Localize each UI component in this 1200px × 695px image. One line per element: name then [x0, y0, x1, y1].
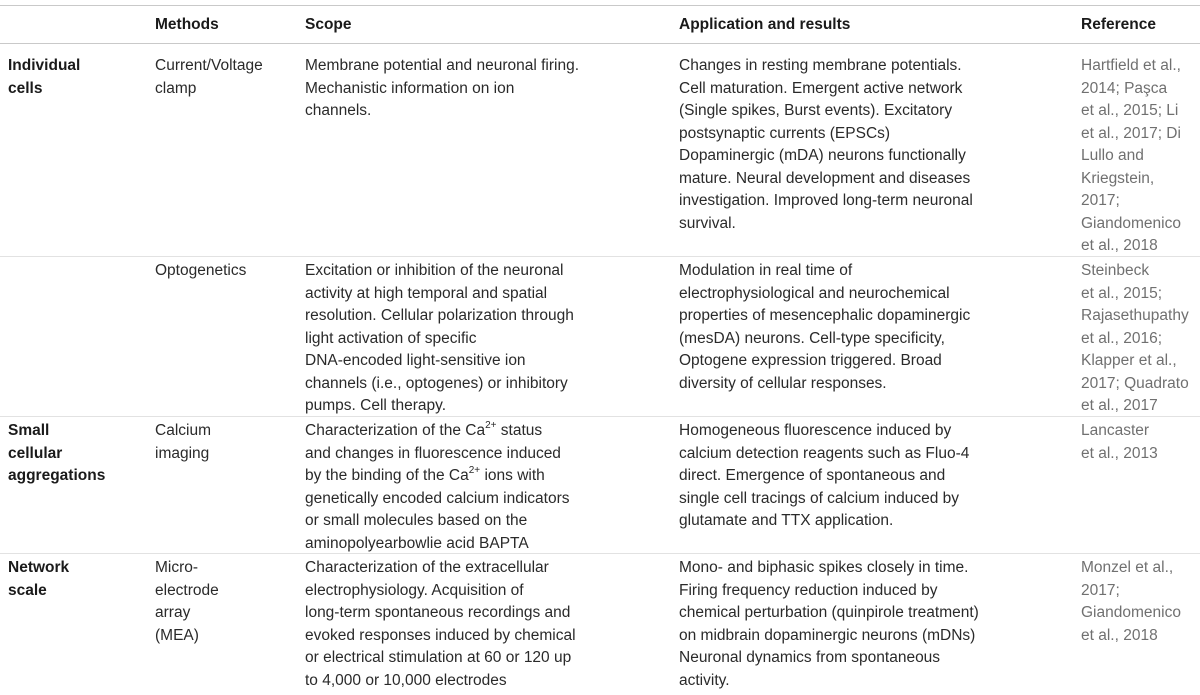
method-line: Calcium — [155, 422, 211, 439]
application-cell — [679, 260, 999, 395]
method-line: Optogenetics — [155, 262, 247, 279]
method-line: clamp — [155, 79, 197, 97]
group-label-line: Small — [8, 422, 50, 439]
group-label-small-cellular-aggregations — [8, 420, 128, 488]
reference-line: Kriegstein, — [1081, 169, 1155, 187]
reference-line: Monzel et al., — [1081, 559, 1174, 576]
header-application: Application and results — [679, 16, 851, 33]
scope-cell — [305, 420, 650, 555]
application-line: calcium detection reagents such as Fluo-4 — [679, 444, 970, 462]
scope-cell — [305, 557, 650, 692]
application-line: mature. Neural development and diseases — [679, 169, 971, 187]
reference-line: Rajasethupathy — [1081, 307, 1189, 324]
scope-line: resolution. Cellular polarization through — [305, 307, 574, 324]
reference-line: Klapper et al., — [1081, 352, 1177, 369]
group-label-line: aggregations — [8, 467, 106, 484]
application-line: activity. — [679, 671, 730, 689]
application-line: Changes in resting membrane potentials. — [679, 57, 962, 74]
reference-line: et al., 2016; — [1081, 329, 1163, 347]
scope-line: or electrical stimulation at 60 or 120 up — [305, 649, 572, 666]
row-separator — [0, 553, 1200, 554]
application-line: Homogeneous fluorescence induced by — [679, 422, 952, 439]
application-line: direct. Emergence of spontaneous and — [679, 467, 946, 484]
application-line: Optogene expression triggered. Broad — [679, 352, 942, 369]
superscript: 2+ — [468, 465, 481, 476]
reference-line: 2014; Paşca — [1081, 79, 1168, 97]
header-scope: Scope — [305, 16, 352, 33]
application-line: Dopaminergic (mDA) neurons functionally — [679, 147, 966, 164]
method-cell — [155, 420, 285, 465]
application-line: single cell tracings of calcium induced by — [679, 489, 959, 507]
scope-line: electrophysiology. Acquisition of — [305, 581, 524, 599]
application-line: Modulation in real time of — [679, 262, 853, 279]
application-line: properties of mesencephalic dopaminergic — [679, 307, 971, 324]
method-line: Micro- — [155, 559, 199, 576]
method-cell — [155, 260, 285, 283]
scope-cell — [305, 55, 650, 123]
reference-line: Hartfield et al., — [1081, 57, 1181, 74]
group-label-line: Individual — [8, 57, 81, 74]
application-line: electrophysiological and neurochemical — [679, 284, 950, 302]
method-line: (MEA) — [155, 626, 199, 644]
scope-line: long-term spontaneous recordings and — [305, 604, 571, 621]
method-line: electrode — [155, 581, 219, 599]
reference-line: et al., 2015; Li — [1081, 102, 1179, 119]
reference-line: 2017; — [1081, 192, 1120, 209]
reference-cell — [1081, 260, 1196, 418]
application-line: glutamate and TTX application. — [679, 512, 894, 529]
superscript: 2+ — [485, 420, 497, 431]
group-label-network-scale — [8, 557, 128, 602]
method-line: imaging — [155, 444, 210, 462]
scope-line: evoked responses induced by chemical — [305, 626, 576, 644]
scope-line: Characterization of the extracellular — [305, 559, 549, 576]
application-line: postsynaptic currents (EPSCs) — [679, 124, 891, 142]
scope-line: light activation of specific — [305, 329, 477, 347]
reference-line: Lullo and — [1081, 147, 1144, 164]
reference-cell — [1081, 55, 1196, 258]
scope-line: Mechanistic information on ion — [305, 79, 515, 97]
scope-cell — [305, 260, 650, 418]
reference-line: et al., 2018 — [1081, 237, 1158, 254]
application-line: Neuronal dynamics from spontaneous — [679, 649, 941, 666]
header-reference: Reference — [1081, 16, 1156, 33]
scope-line: DNA-encoded light-sensitive ion — [305, 352, 526, 369]
reference-line: 2017; Quadrato — [1081, 374, 1189, 392]
reference-line: Lancaster — [1081, 422, 1150, 439]
scope-line: pumps. Cell therapy. — [305, 397, 446, 414]
scope-line: Membrane potential and neuronal firing. — [305, 57, 580, 74]
reference-line: et al., 2013 — [1081, 444, 1158, 462]
reference-cell — [1081, 557, 1196, 647]
application-line: chemical perturbation (quinpirole treatment) — [679, 604, 979, 621]
reference-line: Steinbeck — [1081, 262, 1150, 279]
scope-line: genetically encoded calcium indicators — [305, 489, 570, 507]
group-label-individual-cells — [8, 55, 128, 100]
application-line: Mono- and biphasic spikes closely in time. — [679, 559, 969, 576]
reference-cell — [1081, 420, 1196, 465]
application-line: investigation. Improved long-term neuronal — [679, 192, 973, 209]
scope-line: Excitation or inhibition of the neuronal — [305, 262, 564, 279]
reference-line: Giandomenico — [1081, 214, 1181, 232]
group-label-line: cellular — [8, 444, 63, 462]
application-line: diversity of cellular responses. — [679, 374, 887, 392]
scope-line: or small molecules based on the — [305, 512, 528, 529]
application-cell — [679, 557, 999, 692]
reference-line: et al., 2018 — [1081, 626, 1158, 644]
group-label-line: scale — [8, 581, 47, 599]
application-line: Firing frequency reduction induced by — [679, 581, 938, 599]
reference-line: Giandomenico — [1081, 604, 1181, 621]
application-line: survival. — [679, 214, 736, 232]
scope-line: channels (i.e., optogenes) or inhibitory — [305, 374, 568, 392]
reference-line: et al., 2017; Di — [1081, 124, 1181, 142]
application-cell — [679, 55, 999, 235]
scope-line: channels. — [305, 102, 372, 119]
scope-line: activity at high temporal and spatial — [305, 284, 548, 302]
reference-line: et al., 2017 — [1081, 397, 1158, 414]
scope-line: by the binding of the $Ca^{2+}$ ions with — [305, 465, 545, 484]
method-cell — [155, 557, 285, 647]
application-line: on midbrain dopaminergic neurons (mDNs) — [679, 626, 976, 644]
application-line: (mesDA) neurons. Cell-type specificity, — [679, 329, 945, 347]
table-top-rule — [0, 5, 1200, 6]
application-line: (Single spikes, Burst events). Excitatory — [679, 102, 953, 119]
group-label-line: Network — [8, 559, 70, 576]
header-methods: Methods — [155, 16, 219, 33]
method-line: Current/Voltage — [155, 57, 263, 74]
row-separator — [0, 256, 1200, 257]
group-label-line: cells — [8, 79, 43, 97]
application-line: Cell maturation. Emergent active network — [679, 79, 963, 97]
header-rule — [0, 43, 1200, 44]
reference-line: 2017; — [1081, 581, 1120, 599]
scope-line: aminopolyearbowlie acid BAPTA — [305, 534, 529, 552]
scope-line: and changes in fluorescence induced — [305, 444, 561, 462]
scope-line: to 4,000 or 10,000 electrodes — [305, 671, 507, 689]
reference-line: et al., 2015; — [1081, 284, 1163, 302]
scope-line: Characterization of the $Ca^{2+}$ status — [305, 420, 543, 439]
application-cell — [679, 420, 999, 533]
row-separator — [0, 416, 1200, 417]
method-cell — [155, 55, 285, 100]
method-line: array — [155, 604, 191, 621]
